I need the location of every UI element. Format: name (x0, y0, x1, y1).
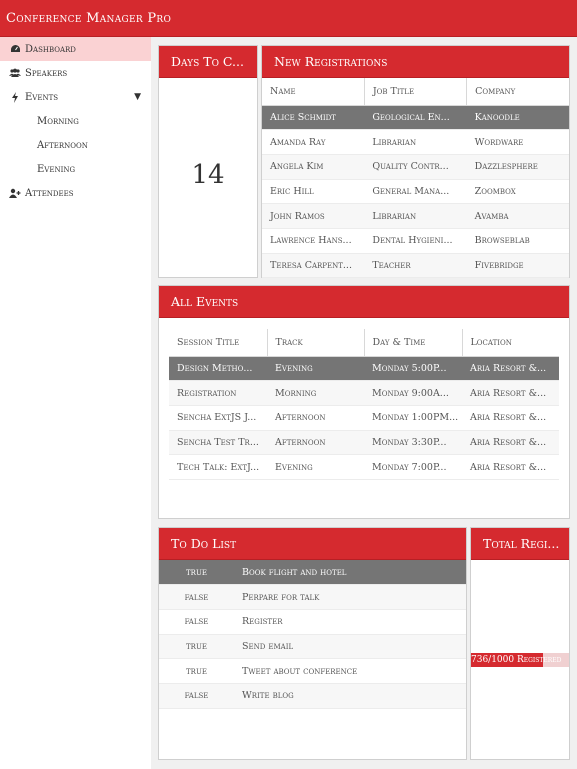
column-header-company[interactable]: Company (467, 78, 569, 105)
table-row[interactable] (262, 179, 569, 204)
cell-job-title: Librarian (364, 204, 466, 229)
cell-task: Tweet about conference (234, 659, 466, 684)
user-plus-icon (8, 188, 22, 198)
cell-name: Teresa Carpent... (262, 253, 364, 278)
sidebar-item-morning[interactable] (0, 109, 151, 133)
cell-session-title: Tech Talk: ExtJ... (169, 455, 267, 480)
caret-down-icon[interactable]: ▼ (134, 92, 141, 102)
sidebar-item-label: Attendees (25, 187, 74, 199)
sidebar-item-dashboard[interactable] (0, 37, 151, 61)
table-row[interactable] (159, 659, 466, 684)
table-row[interactable] (262, 204, 569, 229)
sidebar-item-label: Morning (37, 115, 79, 127)
days-count: 14 (191, 160, 225, 190)
cell-track: Evening (267, 455, 364, 480)
table-row[interactable] (159, 585, 466, 610)
registrations-grid (262, 78, 569, 278)
cell-track: Morning (267, 381, 364, 406)
cell-location: Aria Resort &... (462, 405, 559, 430)
column-header-name[interactable]: Name (262, 78, 364, 105)
table-row[interactable] (159, 560, 466, 585)
cell-day-time: Monday 5:00P... (364, 356, 462, 381)
app-title-bar (0, 0, 577, 37)
days-to-conference-panel (158, 45, 258, 278)
todo-grid (159, 560, 466, 709)
cell-track: Afternoon (267, 405, 364, 430)
cell-location: Aria Resort &... (462, 356, 559, 381)
sidebar-item-evening[interactable] (0, 157, 151, 181)
sidebar-item-speakers[interactable] (0, 61, 151, 85)
cell-location: Aria Resort &... (462, 381, 559, 406)
cell-track: Afternoon (267, 430, 364, 455)
cell-company: Browseblab (467, 228, 569, 253)
cell-done: true (159, 560, 234, 585)
sidebar-item-attendees[interactable] (0, 181, 151, 205)
column-header-session-title[interactable]: Session Title (169, 329, 267, 356)
column-header-job-title[interactable]: Job Title (364, 78, 466, 105)
sidebar-item-events[interactable] (0, 85, 151, 109)
cell-session-title: Design Metho... (169, 356, 267, 381)
cell-session-title: Registration (169, 381, 267, 406)
table-row[interactable] (159, 634, 466, 659)
app-title: Conference Manager Pro (6, 11, 172, 26)
todo-list-panel (158, 527, 467, 760)
column-header-day-time[interactable]: Day & Time (364, 329, 462, 356)
table-row[interactable] (262, 228, 569, 253)
cell-task: Register (234, 609, 466, 634)
cell-session-title: Sencha ExtJS J... (169, 405, 267, 430)
cell-name: John Ramos (262, 204, 364, 229)
cell-day-time: Monday 3:30P... (364, 430, 462, 455)
panel-title: Total Regi... (471, 528, 569, 560)
table-row[interactable] (169, 405, 559, 430)
cell-task: Book flight and hotel (234, 560, 466, 585)
sidebar-item-label: Events (25, 91, 59, 103)
column-header-location[interactable]: Location (462, 329, 559, 356)
panel-title: New Registrations (262, 46, 569, 78)
cell-done: true (159, 659, 234, 684)
cell-company: Avamba (467, 204, 569, 229)
sidebar-item-label: Dashboard (25, 43, 76, 55)
sidebar-item-afternoon[interactable] (0, 133, 151, 157)
cell-done: true (159, 634, 234, 659)
cell-name: Angela Kim (262, 154, 364, 179)
registration-progress-bar (471, 653, 569, 667)
table-row[interactable] (262, 253, 569, 278)
table-row[interactable] (262, 154, 569, 179)
cell-name: Amanda Ray (262, 130, 364, 155)
table-row[interactable] (169, 430, 559, 455)
cell-job-title: Teacher (364, 253, 466, 278)
sidebar-nav (0, 37, 151, 769)
table-row[interactable] (159, 609, 466, 634)
panel-title: To Do List (159, 528, 466, 560)
sidebar-item-label: Afternoon (37, 139, 88, 151)
table-row[interactable] (169, 356, 559, 381)
cell-job-title: Librarian (364, 130, 466, 155)
table-row[interactable] (159, 683, 466, 708)
cell-done: false (159, 585, 234, 610)
cell-session-title: Sencha Test Tr... (169, 430, 267, 455)
cell-name: Lawrence Hans... (262, 228, 364, 253)
cell-company: Wordware (467, 130, 569, 155)
cell-company: Zoombox (467, 179, 569, 204)
new-registrations-panel (261, 45, 570, 278)
cell-day-time: Monday 7:00P... (364, 455, 462, 480)
cell-company: Fivebridge (467, 253, 569, 278)
cell-track: Evening (267, 356, 364, 381)
total-registrations-panel (470, 527, 570, 760)
cell-name: Alice Schmidt (262, 105, 364, 130)
column-header-track[interactable]: Track (267, 329, 364, 356)
all-events-panel (158, 285, 570, 519)
cell-task: Write blog (234, 683, 466, 708)
cell-done: false (159, 609, 234, 634)
sidebar-item-label: Speakers (25, 67, 68, 79)
events-grid (169, 329, 559, 480)
cell-company: Kanoodle (467, 105, 569, 130)
panel-title: All Events (159, 286, 569, 318)
sidebar-item-label: Evening (37, 163, 76, 175)
cell-job-title: Dental Hygieni... (364, 228, 466, 253)
cell-job-title: Quality Contr... (364, 154, 466, 179)
cell-task: Perpare for talk (234, 585, 466, 610)
cell-day-time: Monday 1:00PM... (364, 405, 462, 430)
cell-company: Dazzlesphere (467, 154, 569, 179)
cell-location: Aria Resort &... (462, 455, 559, 480)
cell-name: Eric Hill (262, 179, 364, 204)
panel-title: Days To C... (159, 46, 257, 78)
cell-task: Send email (234, 634, 466, 659)
table-row[interactable] (262, 130, 569, 155)
users-icon (8, 68, 22, 78)
cell-job-title: Geological En... (364, 105, 466, 130)
cell-day-time: Monday 9:00A... (364, 381, 462, 406)
table-row[interactable] (169, 455, 559, 480)
table-row[interactable] (262, 105, 569, 130)
bolt-icon (8, 92, 22, 103)
tachometer-icon (8, 44, 22, 54)
cell-job-title: General Mana... (364, 179, 466, 204)
cell-done: false (159, 683, 234, 708)
cell-location: Aria Resort &... (462, 430, 559, 455)
table-row[interactable] (169, 381, 559, 406)
progress-text: 736/1000 Registered (471, 655, 562, 665)
